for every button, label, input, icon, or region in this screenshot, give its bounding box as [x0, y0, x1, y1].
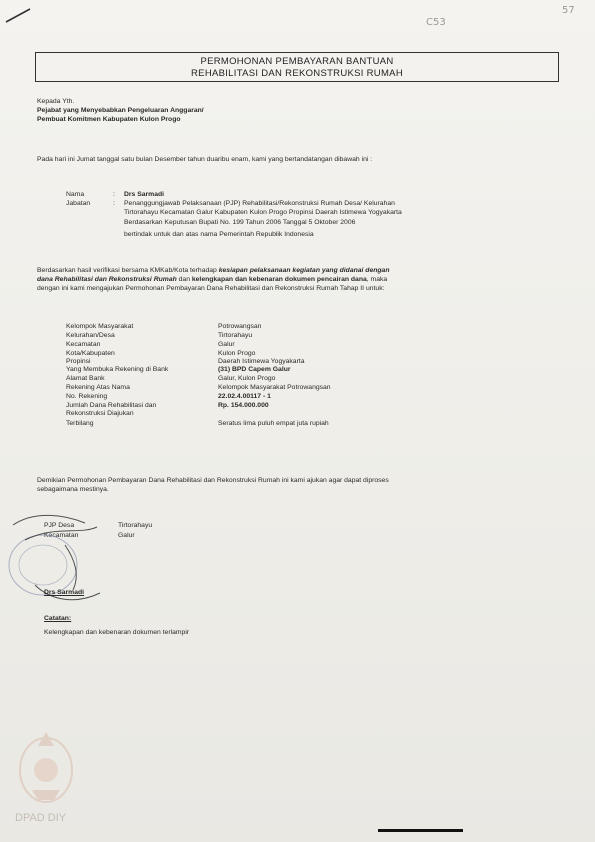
body-line-2 — [37, 275, 387, 284]
addressee-line-2: Pembuat Komitmen Kabupaten Kulon Progo — [37, 116, 181, 123]
addressee-line-1: Pejabat yang Menyebabkan Pengeluaran Anggaran/ — [37, 107, 204, 114]
detail-row — [66, 393, 271, 401]
watermark-text: DPAD DIY — [15, 812, 67, 824]
detail-row — [66, 323, 261, 331]
detail-value: (31) BPD Capem Galur — [218, 366, 291, 373]
detail-label: Yang Membuka Rekening di Bank — [66, 366, 169, 373]
nama-value: Drs Sarmadi — [124, 191, 165, 198]
bottom-rule — [378, 829, 463, 832]
pjp-value: Tirtorahayu — [118, 522, 153, 529]
jabatan-line-1: Penanggungjawab Pelaksanaan (PJP) Rehabilitasi/Rekonstruksi Rumah Desa/ Kelurahan — [124, 200, 395, 207]
closing-line-2: sebagaimana mestinya. — [37, 486, 109, 493]
dpad-emblem-icon — [14, 720, 78, 810]
colon: : — [113, 191, 115, 198]
detail-value: Tirtorahayu — [218, 332, 253, 339]
handwritten-page-number: 57 — [562, 5, 575, 16]
handwritten-number: C53 — [426, 17, 446, 28]
detail-value: Galur — [218, 341, 235, 348]
detail-value: Galur, Kulon Progo — [218, 375, 276, 382]
detail-value: Seratus lima puluh empat juta rupiah — [218, 420, 329, 427]
detail-value: 22.02.4.00117 - 1 — [218, 393, 271, 400]
addressee-kepada: Kepada Yth. — [37, 98, 75, 105]
detail-row — [66, 350, 255, 358]
jabatan-line-3: Berdasarkan Keputusan Bupati No. 199 Tahun 2006 Tanggal 5 Oktober 2006 — [124, 219, 356, 226]
detail-label: Terbilang — [66, 420, 94, 427]
detail-label: Kota/Kabupaten — [66, 350, 115, 357]
detail-label: Rekonstruksi Diajukan — [66, 410, 134, 417]
title-line-1: PERMOHONAN PEMBAYARAN BANTUAN — [200, 56, 394, 67]
body-text: , maka — [366, 276, 388, 283]
detail-row — [66, 384, 331, 392]
kecamatan-label: Kecamatan — [44, 532, 79, 539]
detail-value: Rp. 154.000.000 — [218, 402, 269, 409]
body-emphasis: kelengkapan dan kebenaran dokumen pencairan dana — [191, 276, 367, 283]
colon: : — [113, 200, 115, 207]
stamp-and-signature — [5, 505, 115, 615]
catatan-label: Catatan: — [44, 615, 72, 622]
detail-row — [66, 366, 291, 374]
detail-row — [66, 420, 329, 428]
intro-text: Pada hari ini Jumat tanggal satu bulan Desember tahun duaribu enam, kami yang bertandatangan dibawah ini : — [37, 156, 373, 163]
jabatan-line-2: Tirtorahayu Kecamatan Galur Kabupaten Kulon Progo Propinsi Daerah Istimewa Yogyakarta — [124, 209, 402, 216]
jabatan-label: Jabatan — [66, 200, 91, 207]
detail-row — [66, 332, 252, 340]
detail-value: Daerah Istimewa Yogyakarta — [218, 358, 305, 365]
catatan-text: Kelengkapan dan kebenaran dokumen terlampir — [44, 629, 190, 636]
nama-label: Nama — [66, 191, 85, 198]
signer-name: Drs Sarmadi — [44, 589, 85, 596]
detail-label: Kelompok Masyarakat — [66, 323, 134, 330]
body-text: Berdasarkan hasil verifikasi bersama KMKab/Kota terhadap — [37, 267, 219, 274]
detail-row — [66, 341, 235, 349]
detail-label: Jumlah Dana Rehabilitasi dan — [66, 402, 157, 409]
detail-label: Kelurahan/Desa — [66, 332, 115, 339]
detail-label: Rekening Atas Nama — [66, 384, 130, 391]
stamp-inner-ring — [19, 545, 67, 585]
detail-label: Kecamatan — [66, 341, 101, 348]
detail-label: No. Rekening — [66, 393, 108, 400]
pen-stroke-mark — [4, 6, 34, 24]
detail-label: Alamat Bank — [66, 375, 105, 382]
detail-row — [66, 358, 305, 366]
detail-value: Kelompok Masyarakat Potrowangsan — [218, 384, 331, 391]
closing-line-1: Demikian Permohonan Pembayaran Dana Rehabilitasi dan Rekonstruksi Rumah ini kami ajukan agar dapat diproses — [37, 477, 389, 484]
body-emphasis: kesiapan pelaksanaan kegiatan yang didanai dengan — [218, 267, 390, 274]
detail-label: Propinsi — [66, 358, 91, 365]
jabatan-line-4: bertindak untuk dan atas nama Pemerintah Republik Indonesia — [124, 231, 314, 238]
detail-row — [66, 375, 275, 383]
body-line-1 — [37, 266, 389, 275]
body-text: dan — [176, 276, 192, 283]
kecamatan-value: Galur — [118, 532, 135, 539]
document-title-box — [35, 52, 559, 82]
detail-row — [66, 402, 269, 410]
detail-row — [66, 410, 218, 418]
detail-value: Potrowangsan — [218, 323, 262, 330]
body-line-3: dengan ini kami mengajukan Permohonan Pembayaran Dana Rehabilitasi dan Rekonstruksi Rumah Tahap II untuk: — [37, 285, 385, 292]
body-emphasis: dana Rehabilitasi dan Rekonstruksi Rumah — [37, 276, 177, 283]
pjp-label: PJP Desa — [44, 522, 75, 529]
detail-value: Kulon Progo — [218, 350, 256, 357]
title-line-2: REHABILITASI DAN REKONSTRUKSI RUMAH — [191, 68, 403, 79]
